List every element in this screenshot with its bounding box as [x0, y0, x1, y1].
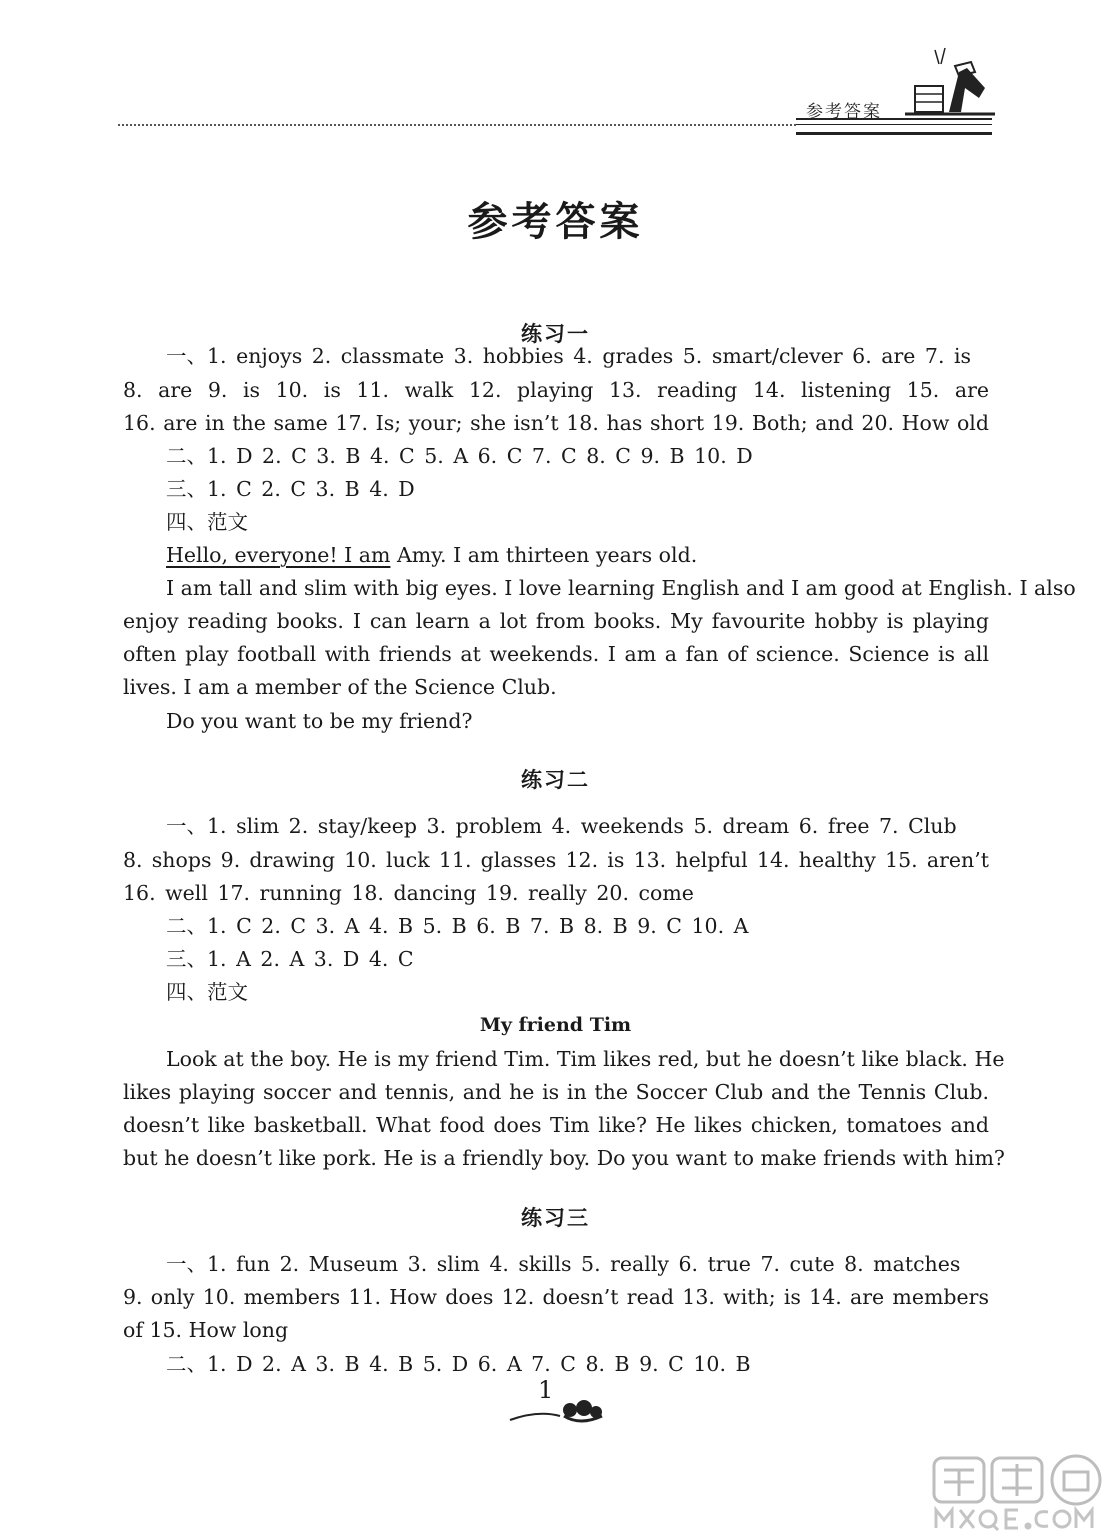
essay-line: enjoy reading books. I can learn a lot from books. My favourite hobby is playing: [123, 609, 989, 633]
answer-line: 三、1. C 2. C 3. B 4. D: [166, 477, 415, 501]
answer-line: 8. are 9. is 10. is 11. walk 12. playing 13. reading 14. listening 15. are: [123, 378, 989, 402]
answer-line: 16. well 17. running 18. dancing 19. really 20. come: [123, 881, 694, 905]
page-number: 1: [538, 1376, 554, 1404]
essay-line: doesn’t like basketball. What food does Tim like? He likes chicken, tomatoes and: [123, 1113, 989, 1137]
header-bar: [796, 118, 992, 135]
answer-line: 四、范文: [166, 510, 248, 534]
essay-line: often play football with friends at weekends. I am a fan of science. Science is all: [123, 642, 989, 666]
essay-line: Do you want to be my friend?: [166, 709, 473, 733]
essay-text: Amy. I am thirteen years old.: [390, 543, 698, 567]
answer-line: of 15. How long: [123, 1318, 289, 1342]
section-heading-3: 练习三: [521, 1205, 590, 1230]
answer-line: 一、1. fun 2. Museum 3. slim 4. skills 5. really 6. true 7. cute 8. matches: [166, 1252, 961, 1276]
desk-lamp-icon: [905, 42, 995, 122]
watermark-logo: [930, 1454, 1106, 1532]
answer-line: 二、1. C 2. C 3. A 4. B 5. B 6. B 7. B 8. B 9. C 10. A: [166, 914, 749, 938]
essay-title: My friend Tim: [479, 1014, 632, 1036]
section-heading-1: 练习一: [521, 321, 590, 346]
essay-line: but he doesn’t like pork. He is a friendly boy. Do you want to make friends with him?: [123, 1146, 1005, 1170]
header-dotted-rule: [118, 124, 796, 126]
answer-line: 三、1. A 2. A 3. D 4. C: [166, 947, 414, 971]
answer-line: 四、范文: [166, 980, 248, 1004]
header-label: 参考答案: [806, 102, 882, 122]
page-ornament-icon: [508, 1386, 608, 1426]
section-heading-2: 练习二: [521, 767, 590, 792]
answer-line: 8. shops 9. drawing 10. luck 11. glasses 12. is 13. helpful 14. healthy 15. aren’t: [123, 848, 989, 872]
answer-line: 二、1. D 2. A 3. B 4. B 5. D 6. A 7. C 8. B 9. C 10. B: [166, 1352, 751, 1376]
essay-line: likes playing soccer and tennis, and he is in the Soccer Club and the Tennis Club.: [123, 1080, 989, 1104]
essay-line: [166, 539, 697, 572]
essay-line: lives. I am a member of the Science Club.: [123, 675, 557, 699]
essay-line: Look at the boy. He is my friend Tim. Tim likes red, but he doesn’t like black. He: [166, 1047, 1005, 1071]
answer-line: 16. are in the same 17. Is; your; she isn’t 18. has short 19. Both; and 20. How old: [123, 411, 989, 435]
answer-line: 一、1. slim 2. stay/keep 3. problem 4. weekends 5. dream 6. free 7. Club: [166, 814, 957, 838]
essay-line: I am tall and slim with big eyes. I love learning English and I am good at English. I also: [166, 576, 1076, 600]
page-title: 参考答案: [467, 198, 644, 245]
answer-line: 9. only 10. members 11. How does 12. doesn’t read 13. with; is 14. are members: [123, 1285, 989, 1309]
essay-underlined-text: Hello, everyone! I am: [166, 543, 391, 567]
answer-line: 二、1. D 2. C 3. B 4. C 5. A 6. C 7. C 8. C 9. B 10. D: [166, 444, 753, 468]
answer-line: 一、1. enjoys 2. classmate 3. hobbies 4. grades 5. smart/clever 6. are 7. is: [166, 344, 972, 368]
